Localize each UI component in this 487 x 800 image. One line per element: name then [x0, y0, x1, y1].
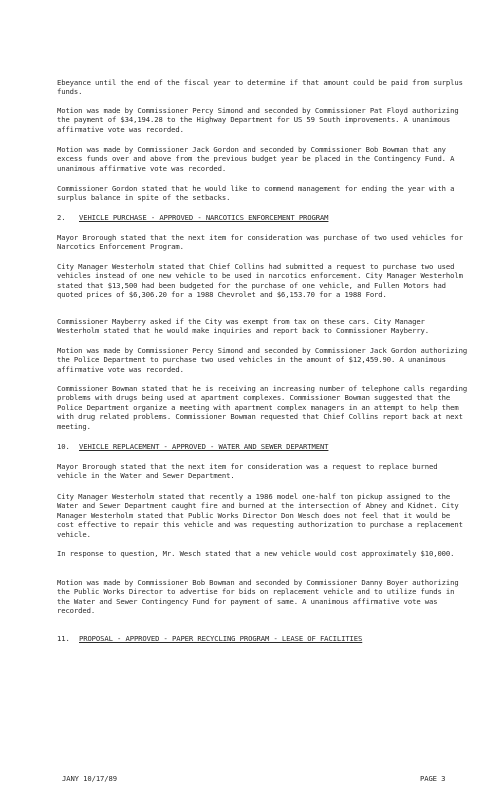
paragraph-commend-management: Commissioner Gordon stated that he would like to commend management for ending the year with a surplus balance in spite of the setbacks.: [57, 184, 459, 203]
footer-date: JANY 10/17/89: [62, 774, 117, 783]
footer-page-number: PAGE 3: [420, 774, 446, 783]
section-heading-paper-recycling: [57, 634, 469, 643]
section-heading-vehicle-replacement: [57, 442, 469, 451]
section-title: VEHICLE PURCHASE - APPROVED - NARCOTICS ENFORCEMENT PROGRAM: [79, 213, 329, 222]
paragraph-purchase-intro: Mayor Brorough stated that the next item for consideration was purchase of two used vehicles for Narcotics Enforcement Program.: [57, 233, 468, 252]
section-title: PROPOSAL - APPROVED - PAPER RECYCLING PROGRAM - LEASE OF FACILITIES: [79, 634, 363, 643]
section-number: 10.: [57, 442, 70, 451]
paragraph-chief-collins-request: City Manager Westerholm stated that Chief Collins had submitted a request to purchase two used vehicles instead of one new vehicle to be used in narcotics enforcement. City Manager Westerholm stated that $13,500 had been budgeted for the purchase of one vehicle, and Fullen Motors had quoted prices of $6,306.20 for a 1988 Chevrolet and $6,153.70 for a 1988 Ford.: [57, 262, 468, 300]
paragraph-new-vehicle-cost: In response to question, Mr. Wesch stated that a new vehicle would cost approximately $10,000.: [57, 549, 455, 558]
section-title: VEHICLE REPLACEMENT - APPROVED - WATER AND SEWER DEPARTMENT: [79, 442, 329, 451]
paragraph-replacement-intro: Mayor Brorough stated that the next item for consideration was a request to replace burned vehicle in the Water and Sewer Department.: [57, 462, 442, 481]
section-heading-vehicle-purchase: [57, 213, 469, 222]
paragraph-bid-motion: Motion was made by Commissioner Bob Bowman and seconded by Commissioner Danny Boyer authorizing the Public Works Director to advertise for bids on replacement vehicle and to utilize funds in the Water and Sewer Contingency Fund for payment of same. A unanimous affirmative vote was recorded.: [57, 578, 463, 616]
paragraph-police-vehicle-motion: Motion was made by Commissioner Percy Simond and seconded by Commissioner Jack Gordon authorizing the Police Department to purchase two used vehicles in the amount of $12,459.90. A unanimous affirmative vote was recorded.: [57, 346, 472, 374]
section-number: 2.: [57, 213, 66, 222]
paragraph-tax-exempt-question: Commissioner Mayberry asked if the City was exempt from tax on these cars. City Manager Westerholm stated that he would make inquiries and report back to Commissioner Mayberry.: [57, 317, 430, 336]
section-number: 11.: [57, 634, 70, 643]
paragraph-highway-payment-motion: Motion was made by Commissioner Percy Simond and seconded by Commissioner Pat Floyd authorizing the payment of $34,194.28 to the Highway Department for US 59 South improvements. A unanimous affirmative vote was recorded.: [57, 106, 463, 134]
paragraph-drug-complaints: Commissioner Bowman stated that he is receiving an increasing number of telephone calls regarding problems with drugs being used at apartment complexes. Commissioner Bowman suggested that the Police Department organize a meeting with apartment complex managers in an attempt to help them with drug related problems. Commissioner Bowman requested that Chief Collins report back at next meeting.: [57, 384, 472, 431]
paragraph-pickup-fire: City Manager Westerholm stated that recently a 1986 model one-half ton pickup assigned to the Water and Sewer Department caught fire and burned at the intersection of Abney and Kidnet. City Manager Westerholm stated that Public Works Director Don Wesch does not feel that it would be cost effective to repair this vehicle and was requesting authorization to purchase a replacement vehicle.: [57, 492, 468, 539]
paragraph-contingency-fund-motion: Motion was made by Commissioner Jack Gordon and seconded by Commissioner Bob Bowman that any excess funds over and above from the previous budget year be placed in the Contingency Fund. A unanimous affirmative vote was recorded.: [57, 145, 459, 173]
paragraph-abeyance: Ebeyance until the end of the fiscal year to determine if that amount could be paid from surplus funds.: [57, 78, 468, 97]
